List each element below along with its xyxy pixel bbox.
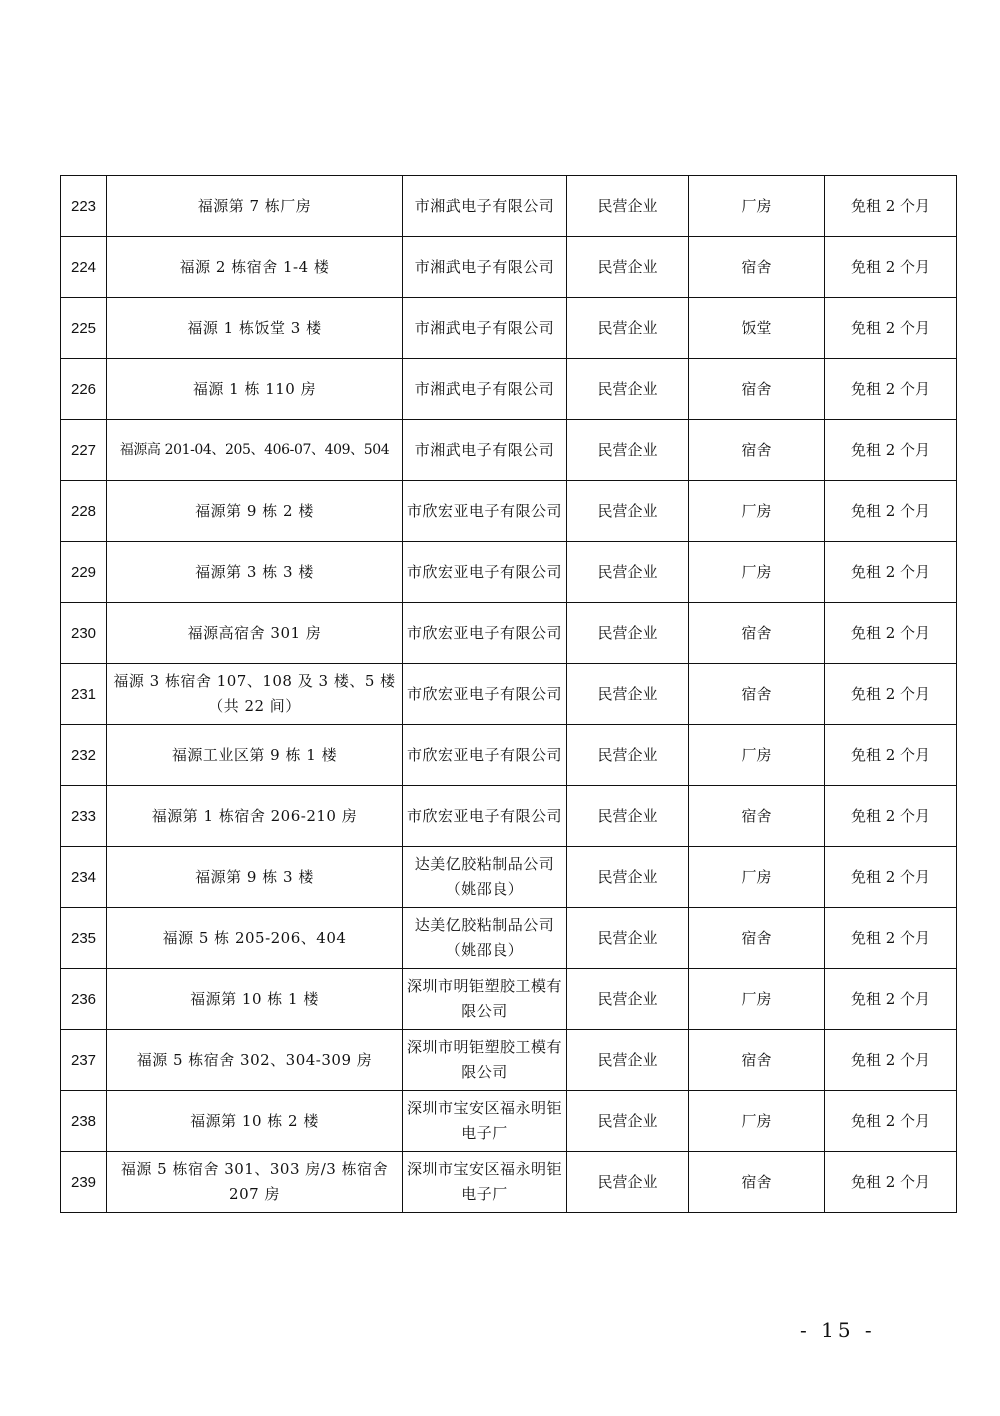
row-number: 224 — [61, 237, 107, 298]
row-number: 229 — [61, 542, 107, 603]
enterprise-type: 民营企业 — [567, 542, 689, 603]
property-address: 福源 5 栋宿舍 302、304-309 房 — [107, 1030, 403, 1091]
enterprise-type: 民营企业 — [567, 1030, 689, 1091]
property-address: 福源 1 栋饭堂 3 楼 — [107, 298, 403, 359]
property-usage: 厂房 — [689, 847, 825, 908]
table-row — [61, 725, 957, 786]
property-usage: 宿舍 — [689, 786, 825, 847]
property-usage: 宿舍 — [689, 1152, 825, 1213]
table-body — [61, 176, 957, 1213]
property-usage: 宿舍 — [689, 420, 825, 481]
property-address: 福源第 1 栋宿舍 206-210 房 — [107, 786, 403, 847]
tenant-company: 市欣宏亚电子有限公司 — [403, 786, 567, 847]
property-address: 福源第 7 栋厂房 — [107, 176, 403, 237]
row-number: 231 — [61, 664, 107, 725]
property-usage: 饭堂 — [689, 298, 825, 359]
property-address: 福源 5 栋宿舍 301、303 房/3 栋宿舍 207 房 — [107, 1152, 403, 1213]
relief-policy: 免租 2 个月 — [825, 542, 957, 603]
property-usage: 宿舍 — [689, 359, 825, 420]
tenant-company: 市欣宏亚电子有限公司 — [403, 603, 567, 664]
tenant-company: 市湘武电子有限公司 — [403, 237, 567, 298]
tenant-company: 市湘武电子有限公司 — [403, 359, 567, 420]
tenant-company: 市欣宏亚电子有限公司 — [403, 481, 567, 542]
relief-policy: 免租 2 个月 — [825, 786, 957, 847]
property-address: 福源第 9 栋 3 楼 — [107, 847, 403, 908]
relief-policy: 免租 2 个月 — [825, 359, 957, 420]
property-address: 福源 1 栋 110 房 — [107, 359, 403, 420]
row-number: 234 — [61, 847, 107, 908]
row-number: 223 — [61, 176, 107, 237]
property-usage: 厂房 — [689, 176, 825, 237]
tenant-company: 深圳市宝安区福永明钜电子厂 — [403, 1152, 567, 1213]
tenant-company: 市湘武电子有限公司 — [403, 176, 567, 237]
property-usage: 宿舍 — [689, 1030, 825, 1091]
tenant-company: 达美亿胶粘制品公司（姚邵良） — [403, 847, 567, 908]
row-number: 232 — [61, 725, 107, 786]
table-row — [61, 176, 957, 237]
property-address: 福源 3 栋宿舍 107、108 及 3 楼、5 楼（共 22 间） — [107, 664, 403, 725]
row-number: 225 — [61, 298, 107, 359]
tenant-company: 深圳市明钜塑胶工模有限公司 — [403, 1030, 567, 1091]
relief-policy: 免租 2 个月 — [825, 298, 957, 359]
relief-policy: 免租 2 个月 — [825, 603, 957, 664]
property-usage: 宿舍 — [689, 603, 825, 664]
tenant-company: 市欣宏亚电子有限公司 — [403, 664, 567, 725]
relief-policy: 免租 2 个月 — [825, 725, 957, 786]
property-usage: 厂房 — [689, 542, 825, 603]
enterprise-type: 民营企业 — [567, 1091, 689, 1152]
table-row — [61, 298, 957, 359]
tenant-company: 市湘武电子有限公司 — [403, 420, 567, 481]
property-address: 福源第 10 栋 1 楼 — [107, 969, 403, 1030]
table-row — [61, 1030, 957, 1091]
table-row — [61, 786, 957, 847]
table-row — [61, 847, 957, 908]
tenant-company: 市欣宏亚电子有限公司 — [403, 725, 567, 786]
enterprise-type: 民营企业 — [567, 298, 689, 359]
tenant-company: 达美亿胶粘制品公司（姚邵良） — [403, 908, 567, 969]
table-row — [61, 908, 957, 969]
relief-policy: 免租 2 个月 — [825, 176, 957, 237]
row-number: 238 — [61, 1091, 107, 1152]
enterprise-type: 民营企业 — [567, 603, 689, 664]
enterprise-type: 民营企业 — [567, 359, 689, 420]
relief-policy: 免租 2 个月 — [825, 1091, 957, 1152]
property-address: 福源第 10 栋 2 楼 — [107, 1091, 403, 1152]
tenant-company: 深圳市宝安区福永明钜电子厂 — [403, 1091, 567, 1152]
relief-policy: 免租 2 个月 — [825, 420, 957, 481]
relief-policy: 免租 2 个月 — [825, 1030, 957, 1091]
property-address: 福源 2 栋宿舍 1-4 楼 — [107, 237, 403, 298]
relief-policy: 免租 2 个月 — [825, 908, 957, 969]
table-row — [61, 359, 957, 420]
row-number: 228 — [61, 481, 107, 542]
enterprise-type: 民营企业 — [567, 969, 689, 1030]
table-row — [61, 664, 957, 725]
relief-policy: 免租 2 个月 — [825, 969, 957, 1030]
enterprise-type: 民营企业 — [567, 786, 689, 847]
row-number: 227 — [61, 420, 107, 481]
table-row — [61, 603, 957, 664]
row-number: 236 — [61, 969, 107, 1030]
enterprise-type: 民营企业 — [567, 481, 689, 542]
tenant-company: 深圳市明钜塑胶工模有限公司 — [403, 969, 567, 1030]
property-usage: 厂房 — [689, 725, 825, 786]
property-usage: 宿舍 — [689, 908, 825, 969]
table-row — [61, 1091, 957, 1152]
enterprise-type: 民营企业 — [567, 1152, 689, 1213]
row-number: 235 — [61, 908, 107, 969]
row-number: 237 — [61, 1030, 107, 1091]
enterprise-type: 民营企业 — [567, 420, 689, 481]
property-address: 福源高宿舍 301 房 — [107, 603, 403, 664]
property-usage: 厂房 — [689, 1091, 825, 1152]
enterprise-type: 民营企业 — [567, 847, 689, 908]
relief-policy: 免租 2 个月 — [825, 664, 957, 725]
property-usage: 厂房 — [689, 481, 825, 542]
table-row — [61, 542, 957, 603]
enterprise-type: 民营企业 — [567, 237, 689, 298]
table-row — [61, 481, 957, 542]
row-number: 239 — [61, 1152, 107, 1213]
property-usage: 宿舍 — [689, 664, 825, 725]
tenant-company: 市欣宏亚电子有限公司 — [403, 542, 567, 603]
property-address: 福源第 3 栋 3 楼 — [107, 542, 403, 603]
relief-policy: 免租 2 个月 — [825, 237, 957, 298]
property-address: 福源第 9 栋 2 楼 — [107, 481, 403, 542]
row-number: 233 — [61, 786, 107, 847]
property-address: 福源 5 栋 205-206、404 — [107, 908, 403, 969]
rent-relief-table — [60, 175, 957, 1213]
row-number: 230 — [61, 603, 107, 664]
page-number: - 15 - — [800, 1318, 876, 1342]
row-number: 226 — [61, 359, 107, 420]
tenant-company: 市湘武电子有限公司 — [403, 298, 567, 359]
relief-policy: 免租 2 个月 — [825, 847, 957, 908]
relief-policy: 免租 2 个月 — [825, 481, 957, 542]
property-usage: 厂房 — [689, 969, 825, 1030]
enterprise-type: 民营企业 — [567, 664, 689, 725]
table-row — [61, 237, 957, 298]
relief-policy: 免租 2 个月 — [825, 1152, 957, 1213]
property-address: 福源工业区第 9 栋 1 楼 — [107, 725, 403, 786]
enterprise-type: 民营企业 — [567, 725, 689, 786]
property-address: 福源高 201-04、205、406-07、409、504 — [107, 420, 403, 481]
property-usage: 宿舍 — [689, 237, 825, 298]
enterprise-type: 民营企业 — [567, 908, 689, 969]
table-row — [61, 1152, 957, 1213]
enterprise-type: 民营企业 — [567, 176, 689, 237]
table-row — [61, 969, 957, 1030]
table-row — [61, 420, 957, 481]
